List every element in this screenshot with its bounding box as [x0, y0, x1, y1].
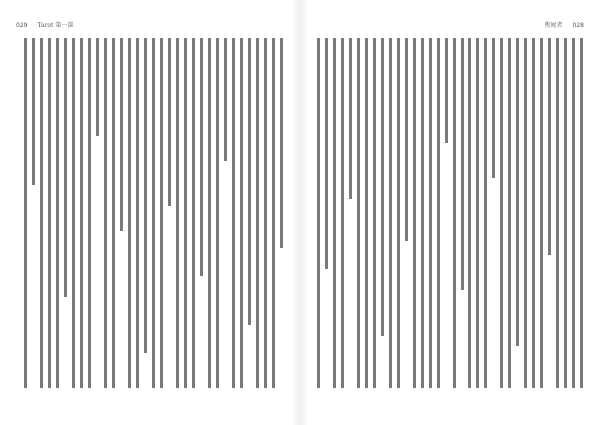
text-line	[248, 38, 251, 325]
text-line	[397, 38, 400, 388]
text-line	[272, 38, 275, 388]
text-line	[128, 38, 131, 388]
text-line	[540, 38, 543, 388]
text-column	[372, 38, 377, 388]
text-column	[119, 38, 124, 388]
text-column	[579, 38, 584, 388]
text-line	[104, 38, 107, 388]
text-line	[405, 38, 408, 241]
right-page-body-text	[316, 38, 584, 388]
text-column	[531, 38, 536, 388]
text-line	[508, 38, 511, 388]
text-line	[256, 38, 259, 388]
text-column	[412, 38, 417, 388]
text-line	[413, 38, 416, 388]
text-line	[572, 38, 575, 388]
text-line	[516, 38, 519, 346]
text-column	[491, 38, 496, 388]
text-column	[271, 38, 276, 388]
left-running-title: Tarot 第一部	[37, 22, 74, 29]
text-line	[160, 38, 163, 388]
text-column	[263, 38, 268, 388]
text-line	[200, 38, 203, 276]
text-column	[239, 38, 244, 388]
text-line	[445, 38, 448, 143]
text-column	[380, 38, 385, 388]
text-line	[564, 38, 567, 388]
text-column	[79, 38, 84, 388]
text-column	[404, 38, 409, 388]
text-line	[437, 38, 440, 388]
text-column	[436, 38, 441, 388]
text-column	[483, 38, 488, 388]
text-column	[199, 38, 204, 388]
text-line	[421, 38, 424, 388]
text-column	[71, 38, 76, 388]
text-column	[348, 38, 353, 388]
text-line	[120, 38, 123, 231]
text-column	[31, 38, 36, 388]
text-line	[192, 38, 195, 388]
text-line	[476, 38, 479, 388]
text-column	[255, 38, 260, 388]
text-line	[317, 38, 320, 388]
text-line	[341, 38, 344, 388]
text-column	[207, 38, 212, 388]
text-column	[515, 38, 520, 388]
text-line	[24, 38, 27, 388]
text-column	[555, 38, 560, 388]
text-column	[183, 38, 188, 388]
text-column	[340, 38, 345, 388]
text-line	[176, 38, 179, 388]
text-column	[23, 38, 28, 388]
text-column	[467, 38, 472, 388]
text-column	[388, 38, 393, 388]
text-column	[111, 38, 116, 388]
text-column	[87, 38, 92, 388]
text-line	[500, 38, 503, 388]
text-line	[429, 38, 432, 388]
text-column	[55, 38, 60, 388]
text-column	[279, 38, 284, 388]
text-line	[524, 38, 527, 388]
text-line	[144, 38, 147, 353]
text-line	[88, 38, 91, 388]
text-column	[507, 38, 512, 388]
text-line	[216, 38, 219, 388]
text-column	[223, 38, 228, 388]
text-column	[47, 38, 52, 388]
text-column	[460, 38, 465, 388]
text-column	[175, 38, 180, 388]
text-column	[191, 38, 196, 388]
text-line	[208, 38, 211, 388]
text-line	[264, 38, 267, 388]
text-line	[333, 38, 336, 388]
text-line	[72, 38, 75, 388]
right-page-number: 028	[572, 22, 584, 29]
text-column	[215, 38, 220, 388]
text-line	[40, 38, 43, 388]
text-line	[56, 38, 59, 388]
text-column	[523, 38, 528, 388]
text-line	[240, 38, 243, 388]
text-column	[547, 38, 552, 388]
text-column	[563, 38, 568, 388]
text-line	[80, 38, 83, 388]
left-page-body-text	[22, 38, 284, 388]
text-line	[461, 38, 464, 290]
text-column	[316, 38, 321, 388]
text-line	[389, 38, 392, 388]
right-running-title: 焦屍者	[544, 22, 563, 29]
text-column	[444, 38, 449, 388]
text-line	[232, 38, 235, 388]
text-column	[159, 38, 164, 388]
left-page-number: 029	[16, 22, 28, 29]
text-column	[324, 38, 329, 388]
text-column	[364, 38, 369, 388]
text-line	[280, 38, 283, 248]
text-line	[548, 38, 551, 255]
text-line	[484, 38, 487, 388]
text-column	[356, 38, 361, 388]
text-line	[357, 38, 360, 388]
text-column	[95, 38, 100, 388]
text-column	[231, 38, 236, 388]
text-column	[39, 38, 44, 388]
text-column	[167, 38, 172, 388]
text-column	[452, 38, 457, 388]
text-column	[332, 38, 337, 388]
text-column	[428, 38, 433, 388]
text-line	[112, 38, 115, 388]
text-column	[420, 38, 425, 388]
text-column	[151, 38, 156, 388]
text-column	[135, 38, 140, 388]
text-line	[32, 38, 35, 185]
text-column	[103, 38, 108, 388]
text-line	[168, 38, 171, 206]
text-column	[63, 38, 68, 388]
text-line	[184, 38, 187, 388]
text-line	[453, 38, 456, 388]
text-line	[48, 38, 51, 388]
text-line	[556, 38, 559, 388]
text-line	[325, 38, 328, 269]
text-line	[349, 38, 352, 199]
text-line	[152, 38, 155, 388]
text-column	[539, 38, 544, 388]
text-line	[373, 38, 376, 388]
text-column	[571, 38, 576, 388]
left-page-header	[16, 20, 73, 32]
text-line	[492, 38, 495, 178]
text-column	[127, 38, 132, 388]
text-column	[143, 38, 148, 388]
text-line	[64, 38, 67, 297]
text-line	[136, 38, 139, 388]
text-line	[224, 38, 227, 161]
text-line	[365, 38, 368, 388]
text-column	[396, 38, 401, 388]
text-line	[381, 38, 384, 336]
text-column	[499, 38, 504, 388]
text-column	[247, 38, 252, 388]
page-gutter	[292, 0, 308, 425]
text-line	[468, 38, 471, 388]
text-line	[532, 38, 535, 388]
text-column	[475, 38, 480, 388]
text-line	[580, 38, 583, 388]
right-page-header	[545, 20, 584, 32]
text-line	[96, 38, 99, 136]
